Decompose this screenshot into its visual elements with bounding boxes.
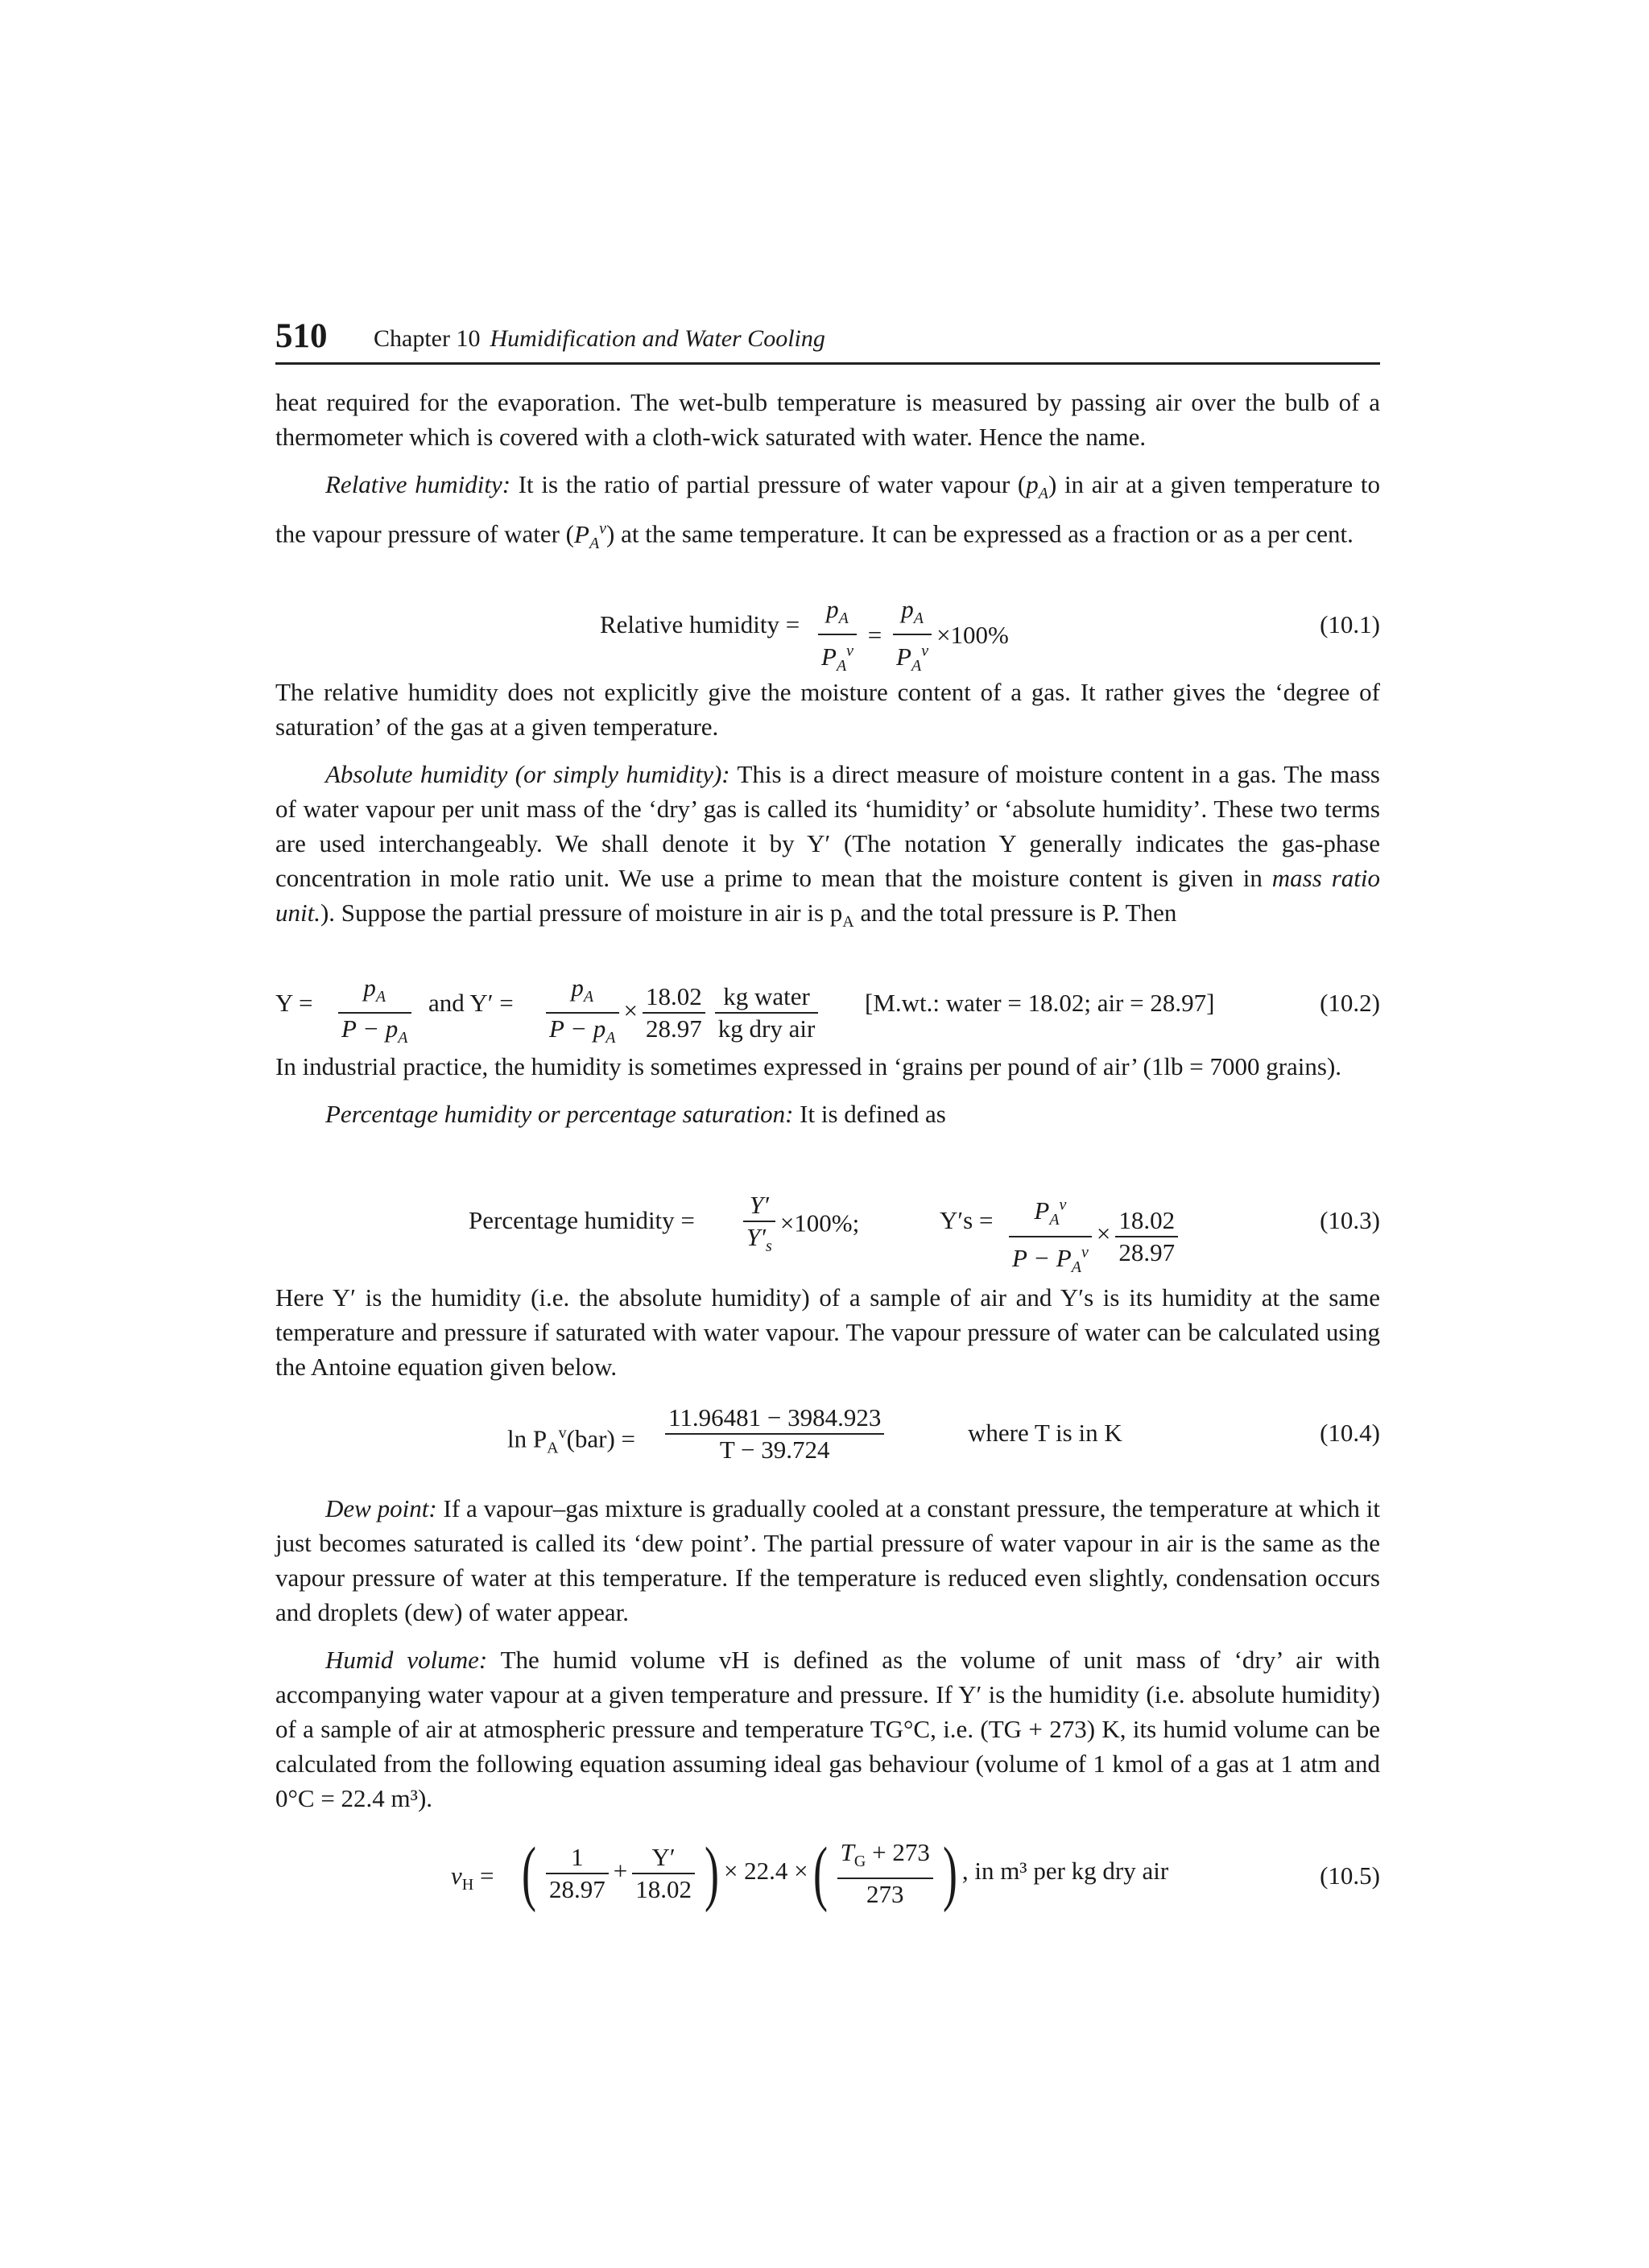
text-block-1 (275, 385, 1380, 561)
eq3-number: (10.3) (1320, 1206, 1380, 1234)
paragraph-here-y: Here Y′ is the humidity (i.e. the absolute humidity) of a sample of air and Y′s is its humidity at the same temperature and pressure if saturated with water vapour. The vapour pressure of water can be calculated using the Antoine equation given below. (275, 1283, 1380, 1381)
paragraph-relative-humidity: Relative humidity: It is the ratio of partial pressure of water vapour $(p_A)$ in air at a given temperature to the vapour pressure of water $(P_A^v)$ at the same temperature. It can be expressed as a fraction or as a per cent. (275, 470, 1380, 552)
eq3-d1: 28.97 (1118, 1237, 1176, 1266)
text-block-5 (275, 1491, 1380, 1816)
eq4-den: T − 39.724 (719, 1436, 830, 1464)
eq5-n3: T (840, 1838, 854, 1867)
ah-text-c: and the total pressure is P. Then (853, 899, 1177, 927)
eq5-mid: × 22.4 × (723, 1857, 808, 1886)
ph-text: It is defined as (793, 1100, 946, 1128)
eq2-number: (10.2) (1320, 989, 1380, 1017)
text-block-3 (275, 1049, 1380, 1131)
eq2-n2: kg water (715, 981, 819, 1014)
eq4-frac (660, 1403, 889, 1465)
eq4-ln: ln P (507, 1424, 548, 1453)
eq2-frac-yprime: $\frac{p_A}{P - p_A}$ × $\frac{18.02}{28.97}$ $\frac{\text{kg water}}{\text{kg dry air}}$ (541, 973, 823, 1053)
eq4-where: where T is in K (968, 1419, 1122, 1447)
rh-text-b: ) in air at a given temperature to the vapour pressure of water ( (275, 470, 1380, 548)
term-percentage-humidity: Percentage humidity or percentage saturation: (325, 1100, 794, 1128)
text-block-4 (275, 1280, 1380, 1384)
eq3-n1: 18.02 (1115, 1205, 1178, 1237)
dp-text: If a vapour–gas mixture is gradually cooled at a constant pressure, the temperature at which it just becomes saturated is called its ‘dew point’. The partial pressure of water vapour in air is the same as the vapour pressure of water at this temperature. If the temperature is reduced even slightly, condensation occurs and droplets (dew) of water appear. (275, 1494, 1381, 1626)
eq5-d2: 18.02 (635, 1875, 692, 1903)
paragraph-humid-volume (275, 1642, 1380, 1816)
eq1-lhs: Relative humidity = (600, 610, 800, 638)
ah-text-b: ). Suppose the partial pressure of moisture in air is p (320, 899, 843, 927)
eq2-note: [M.wt.: water = 18.02; air = 28.97] (865, 989, 1215, 1017)
chapter-label: Chapter 10 (374, 325, 481, 352)
eq3-frac: $\frac{Y'}{Y'_s}$ ×100%; (738, 1190, 859, 1262)
term-absolute-humidity: Absolute humidity (or simply humidity): (325, 760, 730, 788)
eq2-y: Y = (275, 989, 313, 1017)
term-humid-volume: Humid volume: (325, 1646, 488, 1674)
paragraph-grains: In industrial practice, the humidity is sometimes expressed in ‘grains per pound of air’ (1lb = 7000 grains). (275, 1052, 1342, 1080)
eq3-frac-ys: $\frac{P_A^v}{P - P_A^v}$ × $\frac{18.02}{28.97}$ (1004, 1190, 1183, 1283)
page-header (275, 316, 1380, 365)
hv-text: The humid volume vH is defined as the volume of unit mass of ‘dry’ air with accompanying water vapour at a given temperature and pressure. If Y′ is the humidity (i.e. absolute humidity) of a sample of air at atmospheric pressure and temperature TG°C, i.e. (TG + 273) K, its humid volume can be calculated from the following equation assuming ideal gas behaviour (volume of 1 kmol of a gas at 1 atm and 0°C = 22.4 m³). (275, 1646, 1380, 1812)
eq1-fraction-a: $\frac{p_A}{P_A^v}$ = $\frac{p_A}{P_A^v}$ ×100% (813, 594, 1009, 681)
equation-10-1 (275, 594, 1380, 675)
equation-10-5 (275, 1833, 1380, 1918)
eq4-num: 11.96481 − 3984.923 (665, 1403, 884, 1435)
page-number: 510 (275, 317, 328, 355)
eq5-n2: Y′ (632, 1842, 695, 1874)
eq2-n1: 18.02 (643, 981, 705, 1014)
eq4-lhs: $\ln P_A^v(bar)$ = (507, 1424, 636, 1457)
eq2-d1: 28.97 (646, 1014, 702, 1043)
term-relative-humidity: Relative humidity: (325, 470, 511, 498)
eq1-times: ×100% (936, 620, 1009, 649)
eq5-v: v (451, 1861, 462, 1890)
ah-text-a: This is a direct measure of moisture content in a gas. The mass of water vapour per unit mass of the ‘dry’ gas is called its ‘humidity’ or ‘absolute humidity’. These two terms are used interchangeably. We shall denote it by Y′ (The notation Y generally indicates the gas-phase concentration in mole ratio unit. We use a prime to mean that the moisture content is given in (275, 760, 1380, 892)
rh-text-c: ) at the same temperature. It can be expressed as a fraction or as a per cent. (606, 519, 1354, 548)
eq4-unit: (bar) = (566, 1424, 636, 1453)
eq2-frac-y: $\frac{p_A}{P - p_A}$ (333, 973, 416, 1053)
paragraph-degree-saturation: The relative humidity does not explicitly give the moisture content of a gas. It rather gives the ‘degree of saturation’ of the gas at a given temperature. (275, 678, 1380, 741)
chapter-title: Humidification and Water Cooling (490, 325, 825, 352)
equation-10-2 (275, 973, 1380, 1047)
eq2-d2: kg dry air (717, 1014, 816, 1043)
eq5-body: ( $\frac{1}{28.97}$ + $\frac{Y'}{18.02}$ ) × 22.4 ×( $\frac{T_G + 273}{273}$ ) , in m³ per kg dry air (521, 1833, 1169, 1913)
eq3-times: ×100%; (779, 1208, 860, 1237)
eq5-number: (10.5) (1320, 1861, 1380, 1890)
equation-10-4 (275, 1403, 1380, 1467)
paragraph-wet-bulb: heat required for the evaporation. The wet-bulb temperature is measured by passing air over the bulb of a thermometer which is covered with a cloth-wick saturated with water. Hence the name. (275, 388, 1380, 451)
eq3-lhs: Percentage humidity = (469, 1206, 695, 1234)
paragraph-absolute-humidity: Absolute humidity (or simply humidity): This is a direct measure of moisture content in a gas. The mass of water vapour per unit mass of the ‘dry’ gas is called its ‘humidity’ or ‘absolute humidity’. These two terms are used interchangeably. We shall denote it by Y′ (The notation Y generally indicates the gas-phase concentration in mole ratio unit. We use a prime to mean that the moisture content is given in mass ratio unit.). Suppose the partial pressure of moisture in air is $p_A$ and the total pressure is P. Then (275, 760, 1380, 932)
eq2-and: and Y′ = (428, 989, 514, 1017)
eq5-n3b: + 273 (866, 1838, 930, 1867)
eq3-ys: Y′s = (940, 1206, 994, 1234)
eq5-d3: 273 (866, 1879, 904, 1908)
paragraph-dew-point (275, 1491, 1380, 1630)
eq1-number: (10.1) (1320, 610, 1380, 638)
eq5-n1: 1 (546, 1842, 609, 1874)
eq5-lhs: $v_H$ = (451, 1861, 494, 1894)
eq4-number: (10.4) (1320, 1419, 1380, 1447)
eq5-d1: 28.97 (548, 1875, 605, 1903)
running-head (374, 324, 825, 354)
term-dew-point: Dew point: (325, 1494, 437, 1522)
rh-text-a: It is the ratio of partial pressure of water vapour ( (510, 470, 1027, 498)
equation-10-3 (275, 1190, 1380, 1277)
ah-italic: mass ratio unit. (275, 864, 1380, 927)
text-block-2 (275, 675, 1380, 940)
paragraph-percentage-humidity (275, 1097, 1380, 1131)
eq5-tail: , in m³ per kg dry air (961, 1857, 1169, 1886)
